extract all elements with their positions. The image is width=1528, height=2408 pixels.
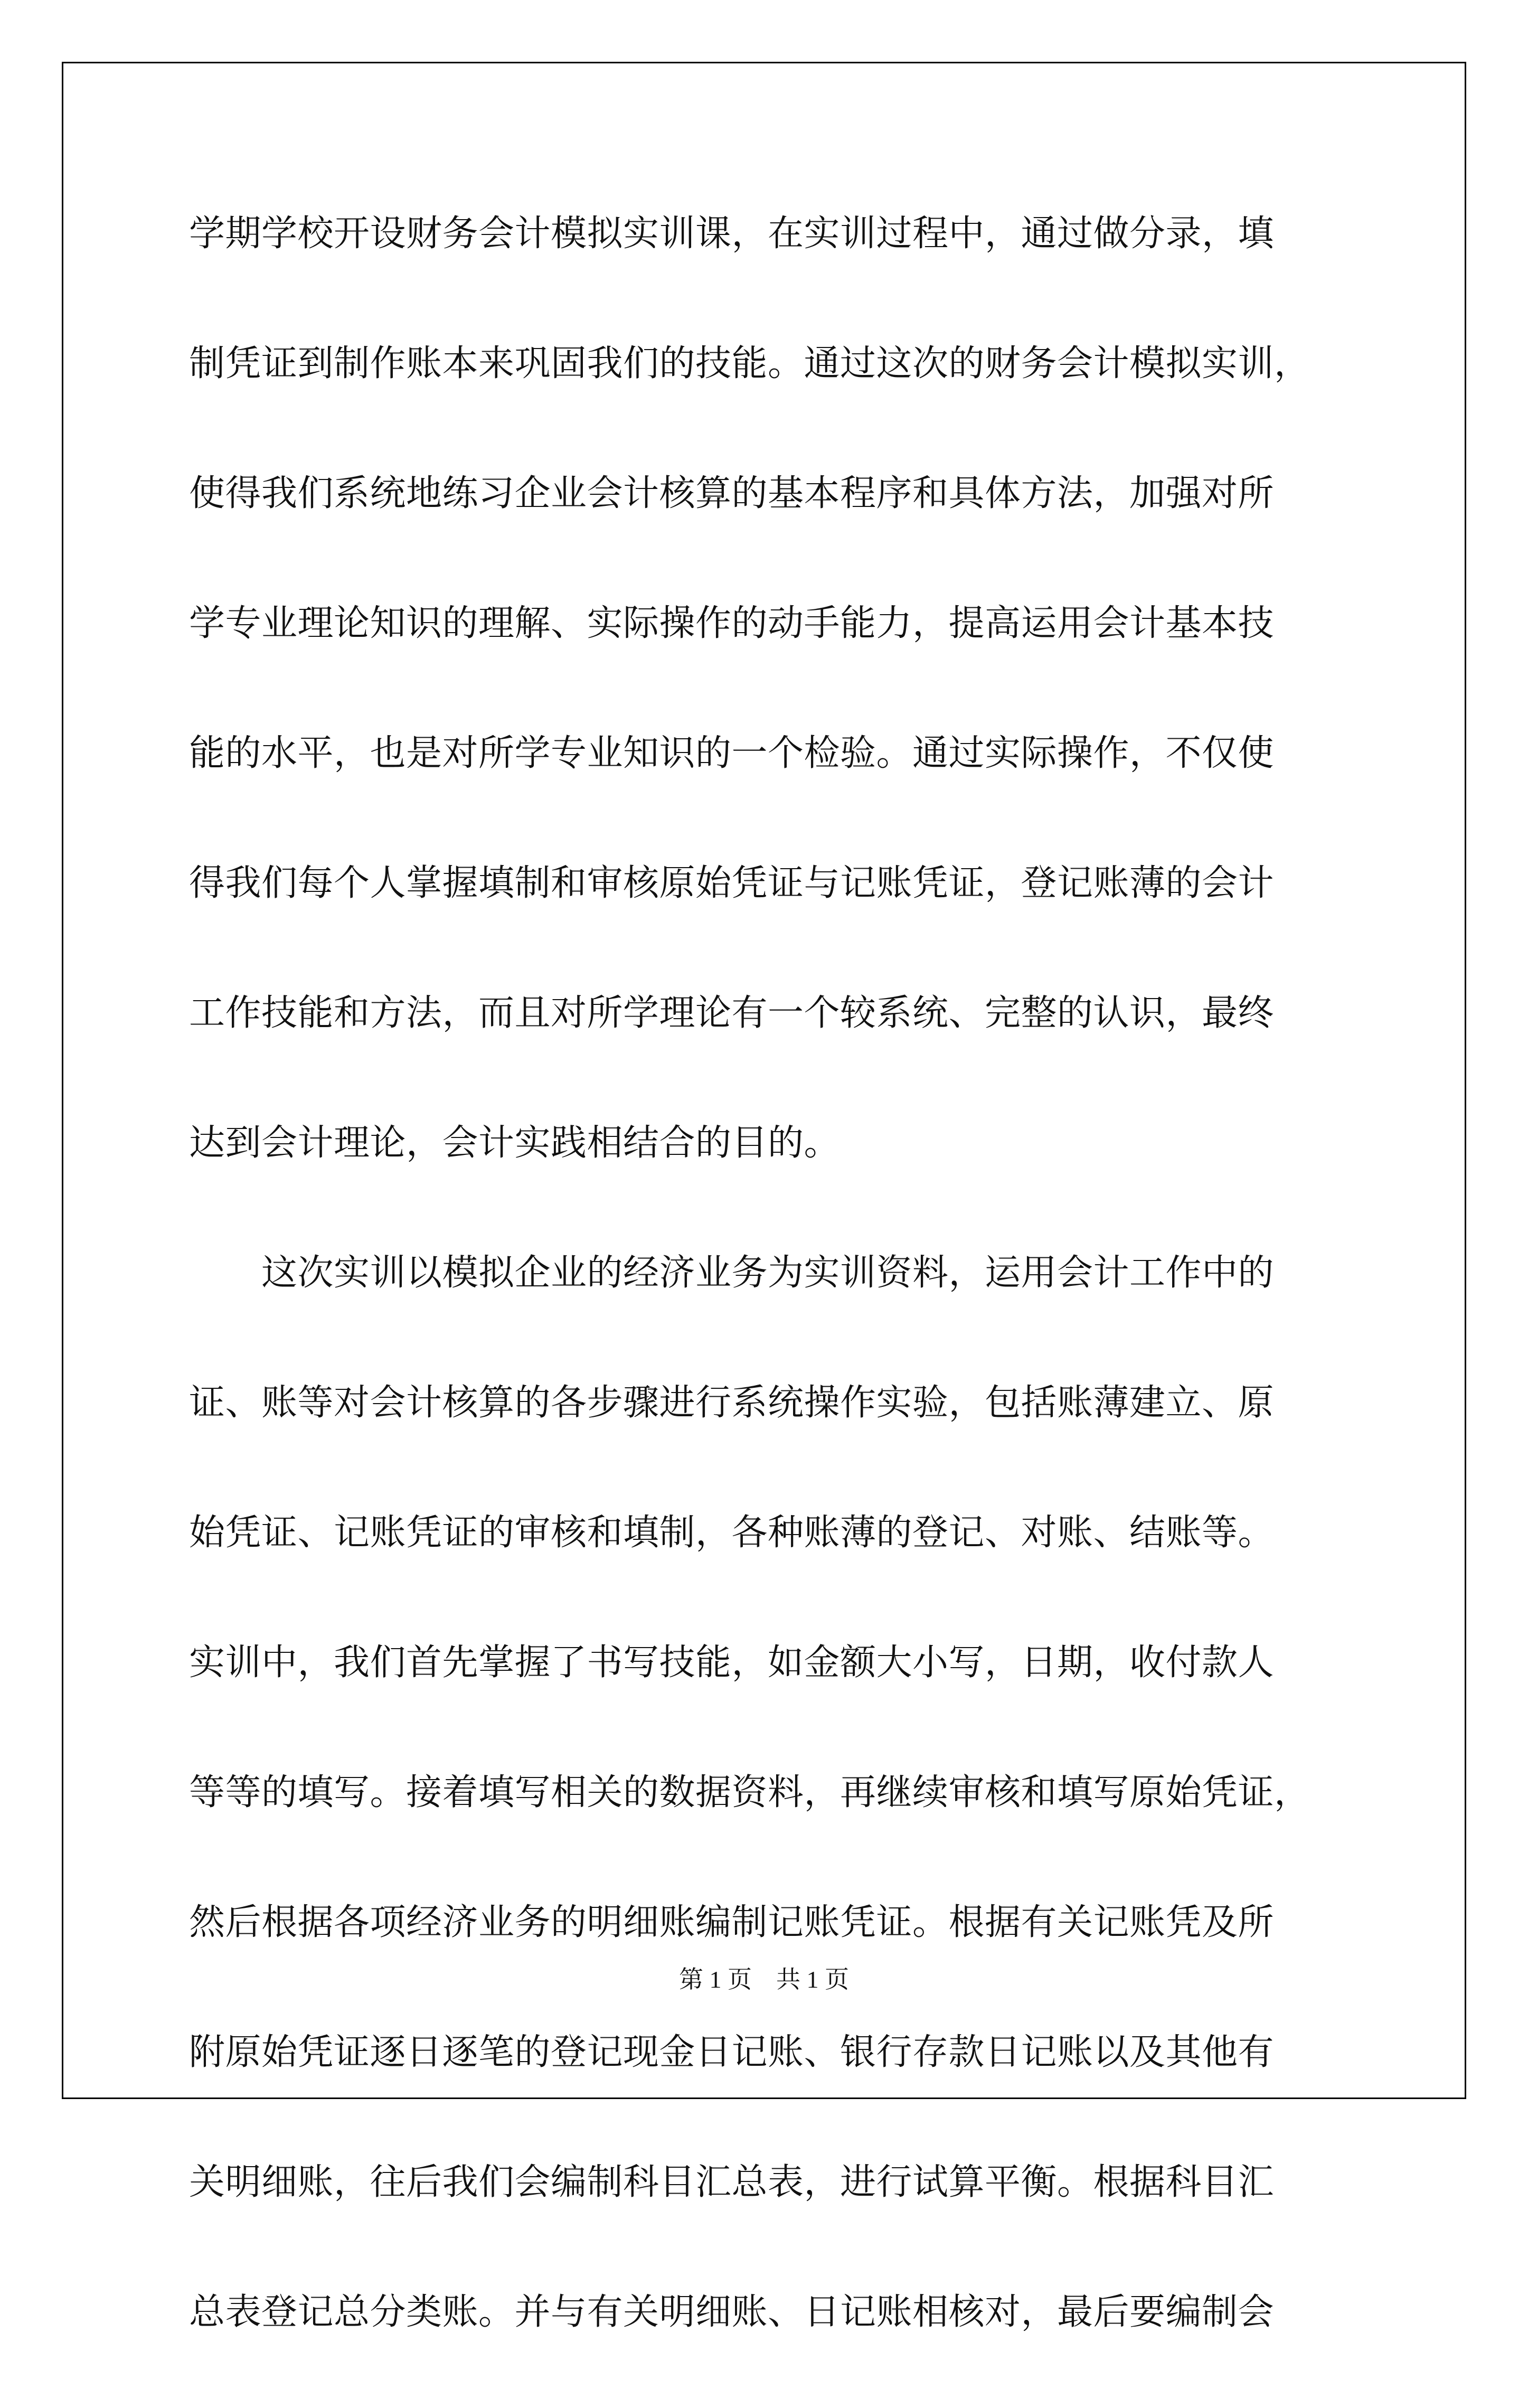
document-body	[189, 200, 1351, 2408]
text-line: 这次实训以模拟企业的经济业务为实训资料，运用会计工作中的	[189, 1252, 1275, 1294]
text-line: 等等的填写。接着填写相关的数据资料，再继续审核和填写原始凭证，	[189, 1772, 1310, 1813]
text-line: 关明细账，往后我们会编制科目汇总表，进行试算平衡。根据科目汇	[189, 2161, 1275, 2203]
text-line: 学专业理论知识的理解、实际操作的动手能力，提高运用会计基本技	[189, 603, 1275, 644]
text-line: 能的水平，也是对所学专业知识的一个检验。通过实际操作，不仅使	[189, 732, 1275, 774]
text-line: 使得我们系统地练习企业会计核算的基本程序和具体方法，加强对所	[189, 473, 1275, 514]
text-line: 达到会计理论，会计实践相结合的目的。	[189, 1122, 841, 1164]
text-line: 得我们每个人掌握填制和审核原始凭证与记账凭证，登记账薄的会计	[189, 862, 1275, 904]
page-number-footer: 第 1 页 共 1 页	[679, 1966, 849, 1993]
text-line: 始凭证、记账凭证的审核和填制，各种账薄的登记、对账、结账等。	[189, 1512, 1275, 1554]
text-line: 工作技能和方法，而且对所学理论有一个较系统、完整的认识，最终	[189, 992, 1275, 1034]
text-line: 总表登记总分类账。并与有关明细账、日记账相核对，最后要编制会	[189, 2291, 1275, 2333]
text-line: 实训中，我们首先掌握了书写技能，如金额大小写，日期，收付款人	[189, 1642, 1275, 1683]
text-line: 附原始凭证逐日逐笔的登记现金日记账、银行存款日记账以及其他有	[189, 2031, 1275, 2073]
paragraph-1	[189, 200, 1351, 1239]
text-line: 制凭证到制作账本来巩固我们的技能。通过这次的财务会计模拟实训，	[189, 343, 1310, 384]
text-line: 学期学校开设财务会计模拟实训课，在实训过程中，通过做分录，填	[189, 213, 1275, 255]
paragraph-2	[189, 1239, 1351, 2408]
text-line: 证、账等对会计核算的各步骤进行系统操作实验，包括账薄建立、原	[189, 1382, 1275, 1424]
text-line: 然后根据各项经济业务的明细账编制记账凭证。根据有关记账凭及所	[189, 1902, 1275, 1943]
